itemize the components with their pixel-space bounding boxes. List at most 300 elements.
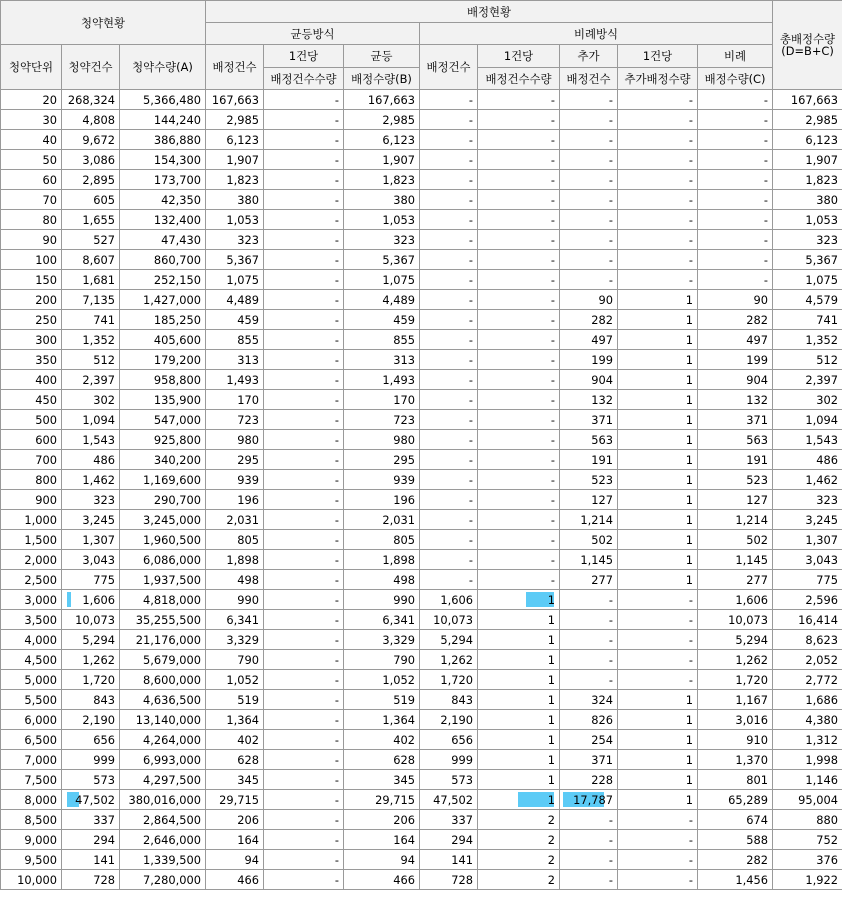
- cell-extra-per-case: 1: [618, 730, 698, 750]
- cell-equal-qty: 628: [344, 750, 420, 770]
- cell-prop-alloc-count: -: [420, 470, 478, 490]
- cell-prop-per-case: 1: [478, 710, 560, 730]
- cell-equal-per-case: -: [264, 790, 344, 810]
- cell-equal-per-case: -: [264, 550, 344, 570]
- cell-prop-per-case: -: [478, 470, 560, 490]
- cell-equal-alloc-count: 345: [206, 770, 264, 790]
- table-row: [1, 370, 842, 390]
- cell-equal-alloc-count: 323: [206, 230, 264, 250]
- cell-extra-count: -: [560, 190, 618, 210]
- cell-total-qty: 3,043: [773, 550, 842, 570]
- cell-count: 294: [62, 830, 120, 850]
- cell-equal-qty: 323: [344, 230, 420, 250]
- table-row: [1, 590, 842, 610]
- cell-extra-count: 1,145: [560, 550, 618, 570]
- table-row: [1, 850, 842, 870]
- cell-extra-count: 904: [560, 370, 618, 390]
- table-row: [1, 670, 842, 690]
- cell-prop-alloc-count: 728: [420, 870, 478, 890]
- cell-prop-qty: 282: [698, 310, 773, 330]
- cell-unit: 450: [1, 390, 62, 410]
- cell-extra-count: 563: [560, 430, 618, 450]
- cell-extra-per-case: 1: [618, 370, 698, 390]
- cell-prop-alloc-count: -: [420, 430, 478, 450]
- cell-equal-alloc-count: 4,489: [206, 290, 264, 310]
- table-row: [1, 630, 842, 650]
- cell-extra-per-case: 1: [618, 410, 698, 430]
- table-row: [1, 350, 842, 370]
- cell-unit: 900: [1, 490, 62, 510]
- cell-prop-qty: 1,606: [698, 590, 773, 610]
- cell-equal-qty: 1,898: [344, 550, 420, 570]
- cell-prop-per-case: -: [478, 430, 560, 450]
- cell-prop-qty: 371: [698, 410, 773, 430]
- cell-prop-per-case: -: [478, 170, 560, 190]
- cell-equal-per-case: -: [264, 670, 344, 690]
- cell-equal-qty: 295: [344, 450, 420, 470]
- cell-total-qty: 1,922: [773, 870, 842, 890]
- cell-equal-qty: 3,329: [344, 630, 420, 650]
- cell-quantity: 860,700: [120, 250, 206, 270]
- cell-quantity: 547,000: [120, 410, 206, 430]
- cell-extra-count: -: [560, 230, 618, 250]
- cell-prop-qty: 10,073: [698, 610, 773, 630]
- cell-total-qty: 1,352: [773, 330, 842, 350]
- cell-extra-per-case: 1: [618, 690, 698, 710]
- cell-extra-count: 523: [560, 470, 618, 490]
- cell-prop-per-case: 1: [478, 730, 560, 750]
- cell-equal-alloc-count: 1,075: [206, 270, 264, 290]
- cell-extra-count: -: [560, 590, 618, 610]
- cell-prop-alloc-count: 1,606: [420, 590, 478, 610]
- cell-equal-alloc-count: 990: [206, 590, 264, 610]
- cell-equal-per-case: -: [264, 390, 344, 410]
- cell-equal-qty: 2,985: [344, 110, 420, 130]
- cell-prop-per-case: 2: [478, 830, 560, 850]
- cell-equal-qty: 519: [344, 690, 420, 710]
- cell-quantity: 42,350: [120, 190, 206, 210]
- cell-equal-alloc-count: 628: [206, 750, 264, 770]
- cell-prop-alloc-count: 843: [420, 690, 478, 710]
- cell-extra-per-case: 1: [618, 450, 698, 470]
- total-allocation-header: [773, 1, 842, 90]
- cell-total-qty: 1,686: [773, 690, 842, 710]
- cell-prop-alloc-count: -: [420, 90, 478, 110]
- cell-quantity: 6,993,000: [120, 750, 206, 770]
- cell-equal-alloc-count: 459: [206, 310, 264, 330]
- cell-unit: 7,500: [1, 770, 62, 790]
- cell-count: 7,135: [62, 290, 120, 310]
- equal-alloc-count-header: 배정건수: [206, 45, 264, 90]
- cell-equal-per-case: -: [264, 350, 344, 370]
- cell-equal-per-case: -: [264, 170, 344, 190]
- cell-prop-qty: 904: [698, 370, 773, 390]
- cell-prop-per-case: 1: [478, 750, 560, 770]
- cell-extra-per-case: -: [618, 650, 698, 670]
- cell-extra-count: -: [560, 130, 618, 150]
- cell-unit: 350: [1, 350, 62, 370]
- cell-prop-per-case: -: [478, 450, 560, 470]
- cell-equal-qty: 855: [344, 330, 420, 350]
- cell-count: 1,262: [62, 650, 120, 670]
- cell-prop-per-case: 1: [478, 630, 560, 650]
- cell-quantity: 13,140,000: [120, 710, 206, 730]
- cell-quantity: 4,818,000: [120, 590, 206, 610]
- cell-total-qty: 775: [773, 570, 842, 590]
- table-row: [1, 270, 842, 290]
- cell-prop-per-case: -: [478, 310, 560, 330]
- cell-unit: 10,000: [1, 870, 62, 890]
- cell-equal-alloc-count: 519: [206, 690, 264, 710]
- cell-count: 527: [62, 230, 120, 250]
- cell-prop-per-case: -: [478, 150, 560, 170]
- cell-unit: 1,000: [1, 510, 62, 530]
- cell-extra-per-case: 1: [618, 350, 698, 370]
- cell-count: 5,294: [62, 630, 120, 650]
- cell-equal-qty: 6,341: [344, 610, 420, 630]
- cell-prop-per-case: 1: [478, 610, 560, 630]
- cell-quantity: 3,245,000: [120, 510, 206, 530]
- cell-prop-alloc-count: 47,502: [420, 790, 478, 810]
- cell-quantity: 173,700: [120, 170, 206, 190]
- cell-prop-qty: 191: [698, 450, 773, 470]
- cell-prop-alloc-count: 5,294: [420, 630, 478, 650]
- cell-extra-per-case: -: [618, 810, 698, 830]
- cell-extra-count: 371: [560, 750, 618, 770]
- cell-equal-alloc-count: 380: [206, 190, 264, 210]
- cell-equal-per-case: -: [264, 310, 344, 330]
- table-row: [1, 430, 842, 450]
- cell-equal-alloc-count: 1,898: [206, 550, 264, 570]
- cell-count: 2,895: [62, 170, 120, 190]
- cell-unit: 700: [1, 450, 62, 470]
- cell-equal-alloc-count: 2,985: [206, 110, 264, 130]
- cell-extra-per-case: -: [618, 110, 698, 130]
- cell-extra-per-case: -: [618, 250, 698, 270]
- table-row: [1, 150, 842, 170]
- cell-equal-per-case: -: [264, 630, 344, 650]
- cell-equal-alloc-count: 6,123: [206, 130, 264, 150]
- cell-extra-count: 371: [560, 410, 618, 430]
- table-row: [1, 570, 842, 590]
- cell-prop-per-case: -: [478, 110, 560, 130]
- cell-equal-qty: 170: [344, 390, 420, 410]
- cell-equal-alloc-count: 855: [206, 330, 264, 350]
- prop-alloc-count-header: 배정건수: [420, 45, 478, 90]
- cell-quantity: 290,700: [120, 490, 206, 510]
- cell-extra-count: -: [560, 110, 618, 130]
- cell-equal-per-case: -: [264, 410, 344, 430]
- cell-extra-per-case: -: [618, 870, 698, 890]
- cell-equal-per-case: -: [264, 490, 344, 510]
- cell-equal-per-case: -: [264, 570, 344, 590]
- cell-extra-per-case: 1: [618, 310, 698, 330]
- cell-extra-per-case: 1: [618, 510, 698, 530]
- cell-prop-alloc-count: 10,073: [420, 610, 478, 630]
- cell-prop-alloc-count: -: [420, 210, 478, 230]
- cell-unit: 2,500: [1, 570, 62, 590]
- cell-prop-alloc-count: 337: [420, 810, 478, 830]
- cell-unit: 5,000: [1, 670, 62, 690]
- cell-unit: 3,500: [1, 610, 62, 630]
- cell-quantity: 154,300: [120, 150, 206, 170]
- cell-quantity: 1,937,500: [120, 570, 206, 590]
- cell-equal-alloc-count: 295: [206, 450, 264, 470]
- cell-equal-qty: 206: [344, 810, 420, 830]
- cell-equal-qty: 313: [344, 350, 420, 370]
- cell-value: 47,502: [75, 792, 115, 807]
- cell-count: 999: [62, 750, 120, 770]
- cell-prop-qty: 65,289: [698, 790, 773, 810]
- cell-total-qty: 380: [773, 190, 842, 210]
- cell-extra-count: 826: [560, 710, 618, 730]
- cell-prop-per-case: -: [478, 510, 560, 530]
- table-row: [1, 290, 842, 310]
- total-allocation-label: 총배정수량: [780, 32, 836, 46]
- cell-extra-count: 199: [560, 350, 618, 370]
- cell-equal-qty: 990: [344, 590, 420, 610]
- cell-equal-per-case: -: [264, 750, 344, 770]
- cell-equal-qty: 5,367: [344, 250, 420, 270]
- cell-equal-per-case: -: [264, 330, 344, 350]
- cell-prop-qty: 1,262: [698, 650, 773, 670]
- cell-prop-qty: 1,456: [698, 870, 773, 890]
- cell-extra-count: -: [560, 610, 618, 630]
- cell-prop-per-case: -: [478, 90, 560, 110]
- cell-equal-per-case: -: [264, 250, 344, 270]
- cell-count: 4,808: [62, 110, 120, 130]
- cell-prop-alloc-count: 999: [420, 750, 478, 770]
- cell-unit: 20: [1, 90, 62, 110]
- cell-quantity: 21,176,000: [120, 630, 206, 650]
- cell-prop-qty: 1,145: [698, 550, 773, 570]
- cell-equal-per-case: -: [264, 270, 344, 290]
- cell-prop-per-case: -: [478, 330, 560, 350]
- cell-equal-qty: 466: [344, 870, 420, 890]
- cell-unit: 40: [1, 130, 62, 150]
- cell-unit: 70: [1, 190, 62, 210]
- table-row: [1, 230, 842, 250]
- cell-equal-per-case: -: [264, 590, 344, 610]
- cell-equal-per-case: -: [264, 130, 344, 150]
- cell-prop-alloc-count: -: [420, 150, 478, 170]
- cell-extra-count: 497: [560, 330, 618, 350]
- cell-prop-qty: 674: [698, 810, 773, 830]
- cell-equal-qty: 1,823: [344, 170, 420, 190]
- highlight-mark: [67, 592, 71, 607]
- cell-equal-per-case: -: [264, 690, 344, 710]
- table-row: [1, 470, 842, 490]
- cell-unit: 8,000: [1, 790, 62, 810]
- cell-prop-qty: 132: [698, 390, 773, 410]
- cell-equal-per-case: -: [264, 510, 344, 530]
- cell-equal-per-case: -: [264, 850, 344, 870]
- table-row: [1, 190, 842, 210]
- cell-unit: 7,000: [1, 750, 62, 770]
- cell-unit: 200: [1, 290, 62, 310]
- cell-prop-per-case: 1: [478, 670, 560, 690]
- cell-count: 573: [62, 770, 120, 790]
- table-row: [1, 330, 842, 350]
- cell-quantity: 2,864,500: [120, 810, 206, 830]
- cell-total-qty: 8,623: [773, 630, 842, 650]
- cell-prop-qty: -: [698, 250, 773, 270]
- cell-total-qty: 1,998: [773, 750, 842, 770]
- cell-extra-count: 502: [560, 530, 618, 550]
- cell-total-qty: 6,123: [773, 130, 842, 150]
- table-row: [1, 90, 842, 110]
- cell-equal-alloc-count: 6,341: [206, 610, 264, 630]
- cell-equal-qty: 498: [344, 570, 420, 590]
- cell-equal-per-case: -: [264, 730, 344, 750]
- cell-prop-per-case: 1: [478, 770, 560, 790]
- cell-count: 1,655: [62, 210, 120, 230]
- table-row: [1, 550, 842, 570]
- cell-unit: 50: [1, 150, 62, 170]
- cell-count: 1,352: [62, 330, 120, 350]
- table-row: [1, 830, 842, 850]
- cell-count: 8,607: [62, 250, 120, 270]
- cell-prop-qty: -: [698, 210, 773, 230]
- cell-prop-alloc-count: -: [420, 450, 478, 470]
- cell-total-qty: 1,462: [773, 470, 842, 490]
- cell-prop-qty: 90: [698, 290, 773, 310]
- cell-count: 9,672: [62, 130, 120, 150]
- cell-prop-alloc-count: -: [420, 510, 478, 530]
- cell-equal-qty: 1,907: [344, 150, 420, 170]
- cell-count: 1,543: [62, 430, 120, 450]
- cell-prop-per-case: -: [478, 230, 560, 250]
- cell-value: 1: [547, 792, 555, 807]
- cell-total-qty: 512: [773, 350, 842, 370]
- cell-equal-qty: 2,031: [344, 510, 420, 530]
- cell-extra-per-case: 1: [618, 710, 698, 730]
- cell-equal-qty: 980: [344, 430, 420, 450]
- cell-prop-alloc-count: -: [420, 110, 478, 130]
- cell-quantity: 5,366,480: [120, 90, 206, 110]
- cell-quantity: 179,200: [120, 350, 206, 370]
- cell-prop-alloc-count: 141: [420, 850, 478, 870]
- cell-equal-alloc-count: 790: [206, 650, 264, 670]
- cell-equal-per-case: -: [264, 230, 344, 250]
- cell-quantity: 1,427,000: [120, 290, 206, 310]
- cell-extra-count: 282: [560, 310, 618, 330]
- cell-quantity: 8,600,000: [120, 670, 206, 690]
- cell-quantity: 135,900: [120, 390, 206, 410]
- cell-extra-count: -: [560, 650, 618, 670]
- cell-unit: 4,500: [1, 650, 62, 670]
- cell-prop-per-case: 2: [478, 810, 560, 830]
- cell-value: 1: [547, 592, 555, 607]
- cell-equal-qty: 380: [344, 190, 420, 210]
- cell-equal-qty: 805: [344, 530, 420, 550]
- cell-equal-alloc-count: 167,663: [206, 90, 264, 110]
- cell-equal-per-case: -: [264, 530, 344, 550]
- cell-unit: 9,000: [1, 830, 62, 850]
- cell-equal-alloc-count: 1,053: [206, 210, 264, 230]
- cell-total-qty: 3,245: [773, 510, 842, 530]
- cell-extra-count: 324: [560, 690, 618, 710]
- cell-unit: 400: [1, 370, 62, 390]
- cell-unit: 6,000: [1, 710, 62, 730]
- cell-equal-alloc-count: 29,715: [206, 790, 264, 810]
- cell-quantity: 47,430: [120, 230, 206, 250]
- cell-extra-count: 228: [560, 770, 618, 790]
- prop-per-case-bottom-header: 배정건수수량: [478, 68, 560, 90]
- cell-total-qty: 95,004: [773, 790, 842, 810]
- cell-count: 3,043: [62, 550, 120, 570]
- cell-extra-count: -: [560, 870, 618, 890]
- cell-total-qty: 302: [773, 390, 842, 410]
- cell-prop-qty: 282: [698, 850, 773, 870]
- cell-total-qty: 4,579: [773, 290, 842, 310]
- cell-equal-per-case: -: [264, 370, 344, 390]
- cell-prop-qty: 563: [698, 430, 773, 450]
- proportional-method-header: 비례방식: [420, 23, 773, 45]
- cell-prop-per-case: -: [478, 270, 560, 290]
- cell-prop-alloc-count: 573: [420, 770, 478, 790]
- cell-unit: 3,000: [1, 590, 62, 610]
- cell-prop-qty: 1,720: [698, 670, 773, 690]
- cell-extra-count: [560, 790, 618, 810]
- cell-equal-per-case: -: [264, 870, 344, 890]
- total-allocation-formula: (D=B+C): [781, 44, 834, 58]
- cell-unit: 300: [1, 330, 62, 350]
- table-row: [1, 450, 842, 470]
- cell-equal-alloc-count: 939: [206, 470, 264, 490]
- cell-quantity: 405,600: [120, 330, 206, 350]
- cell-extra-per-case: 1: [618, 470, 698, 490]
- cell-prop-per-case: -: [478, 290, 560, 310]
- cell-prop-qty: 277: [698, 570, 773, 590]
- equal-qty-bottom-header: 배정수량(B): [344, 68, 420, 90]
- cell-unit: 100: [1, 250, 62, 270]
- cell-extra-count: 127: [560, 490, 618, 510]
- table-row: [1, 170, 842, 190]
- cell-total-qty: 2,052: [773, 650, 842, 670]
- cell-prop-per-case: -: [478, 550, 560, 570]
- subscription-status-header: 청약현황: [1, 1, 206, 45]
- cell-prop-alloc-count: 294: [420, 830, 478, 850]
- equal-per-case-top-header: 1건당: [264, 45, 344, 68]
- cell-extra-count: 132: [560, 390, 618, 410]
- table-row: [1, 750, 842, 770]
- cell-quantity: 132,400: [120, 210, 206, 230]
- cell-count: 775: [62, 570, 120, 590]
- cell-extra-count: 254: [560, 730, 618, 750]
- cell-equal-per-case: -: [264, 830, 344, 850]
- cell-quantity: 185,250: [120, 310, 206, 330]
- cell-equal-alloc-count: 723: [206, 410, 264, 430]
- cell-prop-qty: 1,214: [698, 510, 773, 530]
- cell-equal-alloc-count: 1,907: [206, 150, 264, 170]
- cell-equal-qty: 723: [344, 410, 420, 430]
- cell-quantity: 386,880: [120, 130, 206, 150]
- cell-count: 741: [62, 310, 120, 330]
- table-row: [1, 610, 842, 630]
- cell-equal-per-case: -: [264, 110, 344, 130]
- cell-equal-qty: 1,493: [344, 370, 420, 390]
- cell-extra-count: -: [560, 210, 618, 230]
- cell-count: 268,324: [62, 90, 120, 110]
- cell-prop-qty: -: [698, 230, 773, 250]
- cell-total-qty: 1,053: [773, 210, 842, 230]
- cell-total-qty: 5,367: [773, 250, 842, 270]
- cell-prop-per-case: -: [478, 350, 560, 370]
- prop-qty-bottom-header: 배정수량(C): [698, 68, 773, 90]
- table-row: [1, 110, 842, 130]
- cell-extra-count: -: [560, 270, 618, 290]
